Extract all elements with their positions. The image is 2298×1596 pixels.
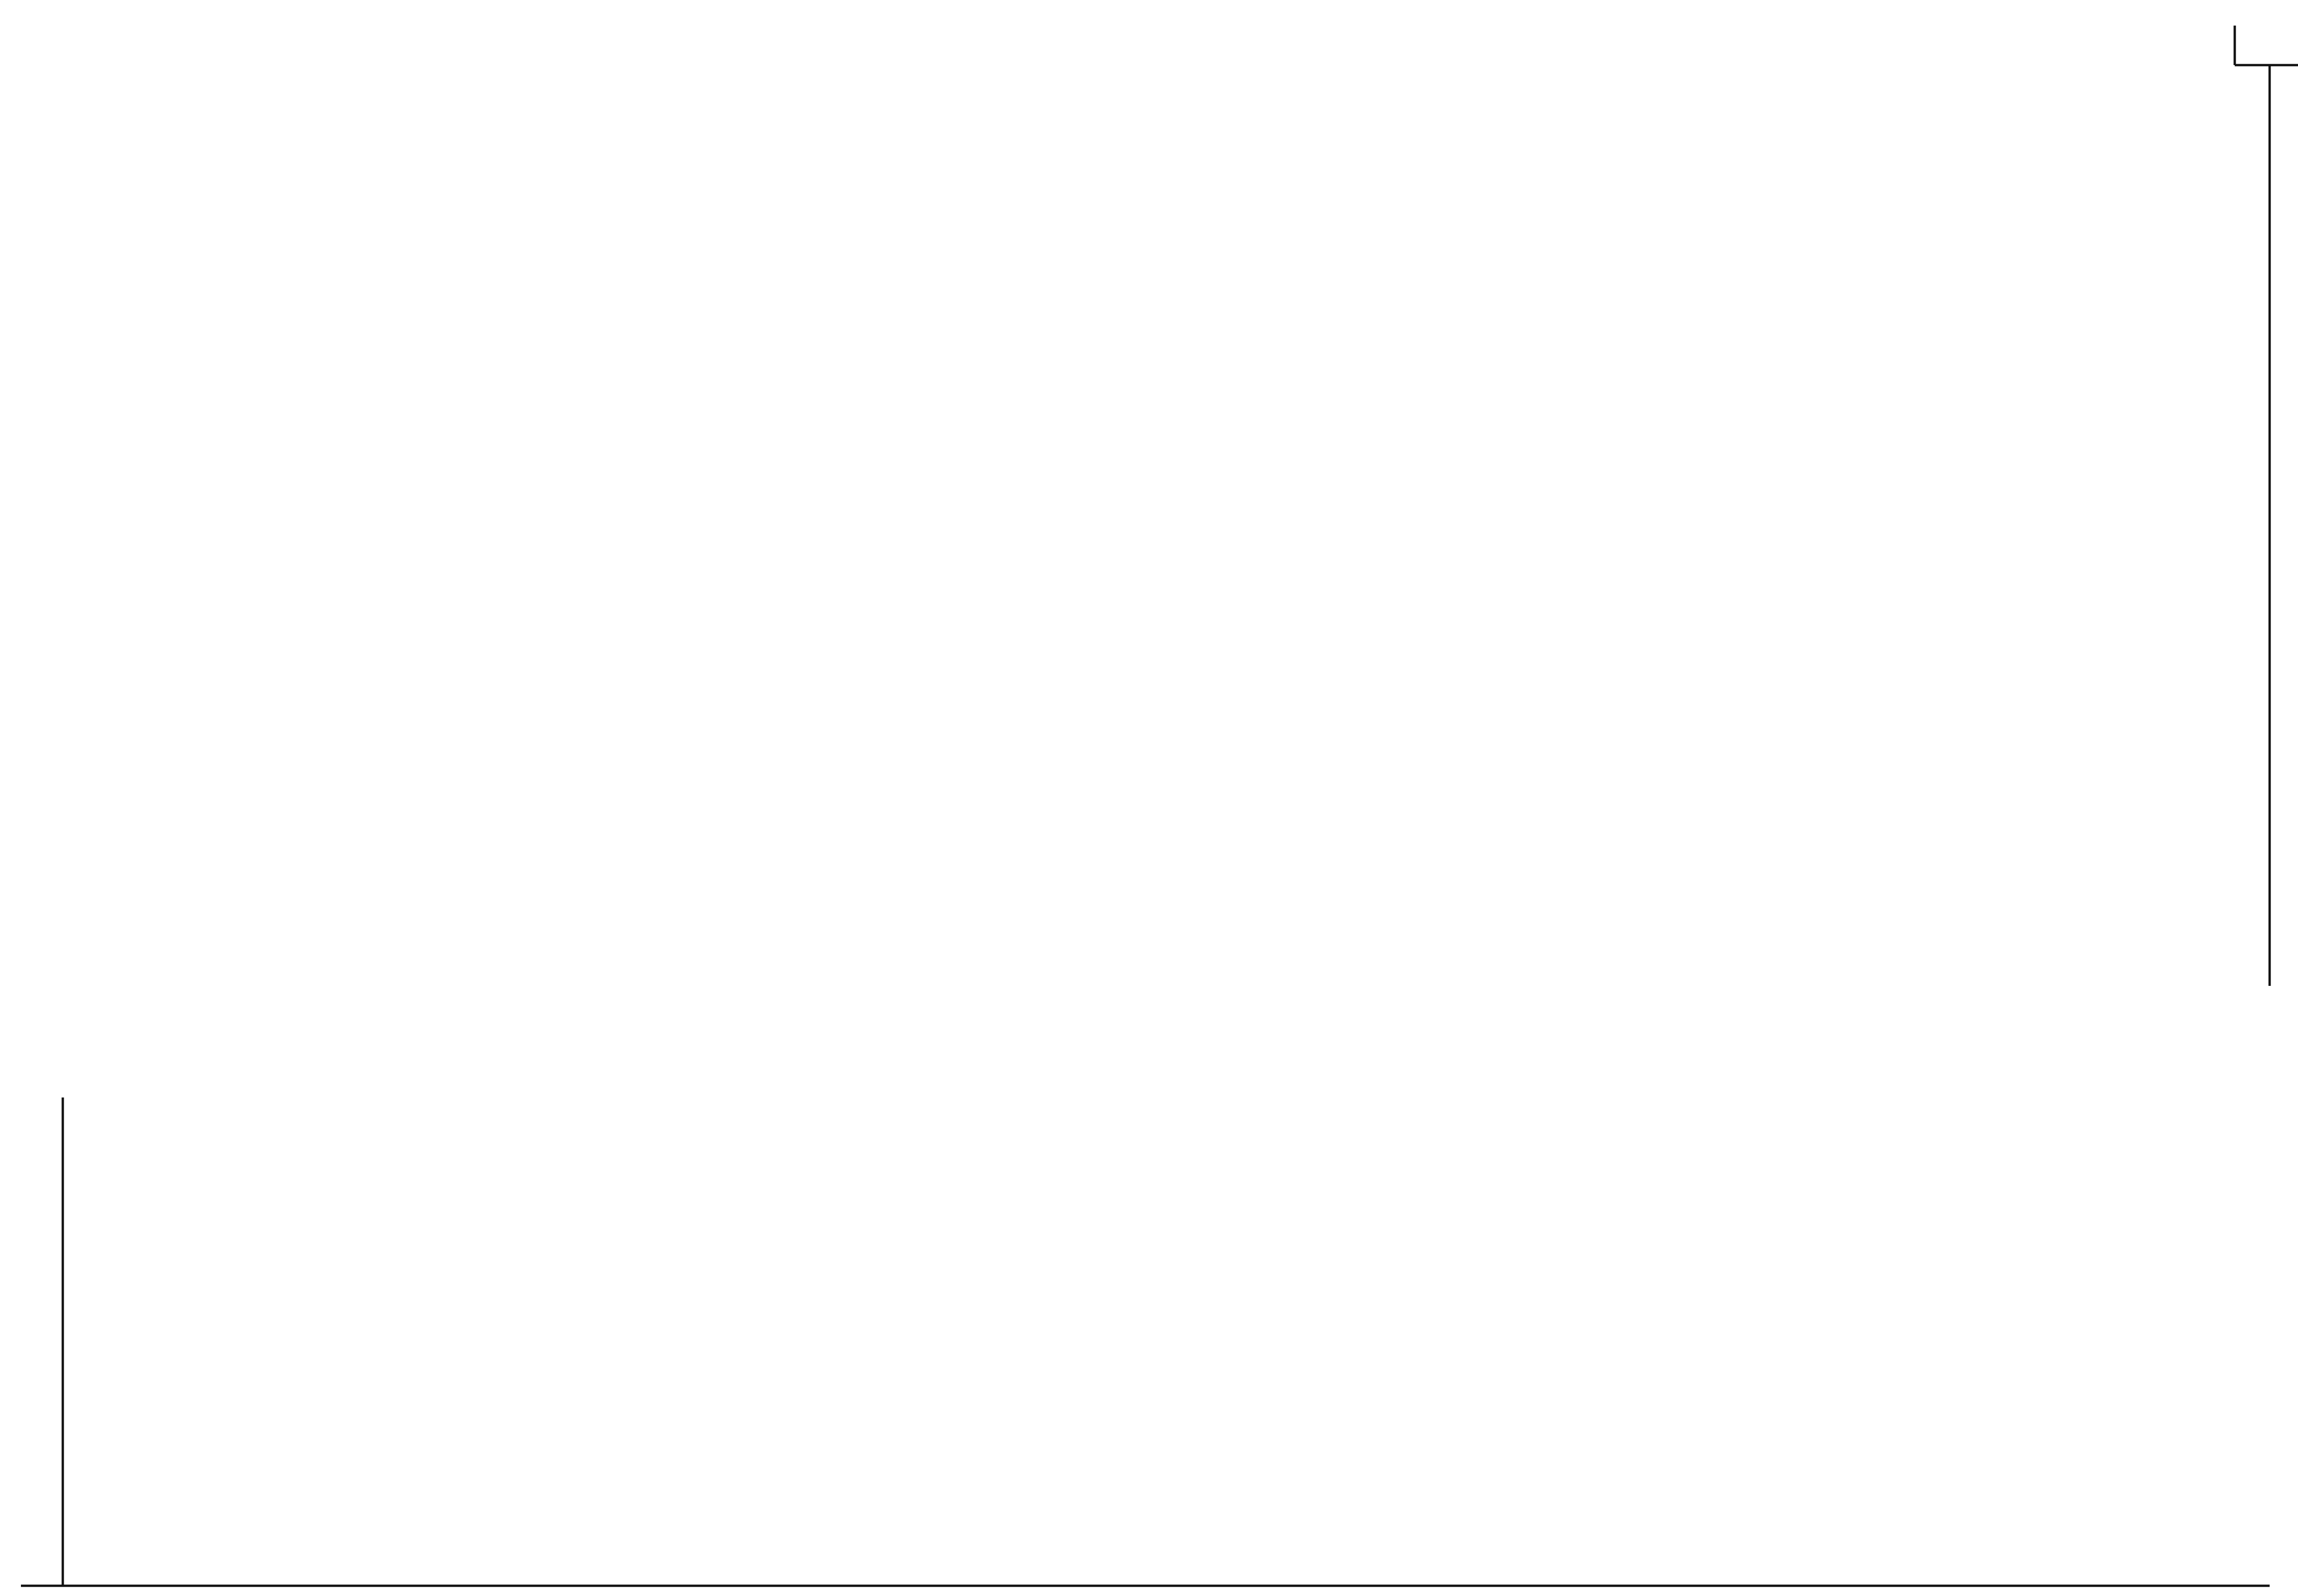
sheet-frame	[21, 26, 2298, 1586]
